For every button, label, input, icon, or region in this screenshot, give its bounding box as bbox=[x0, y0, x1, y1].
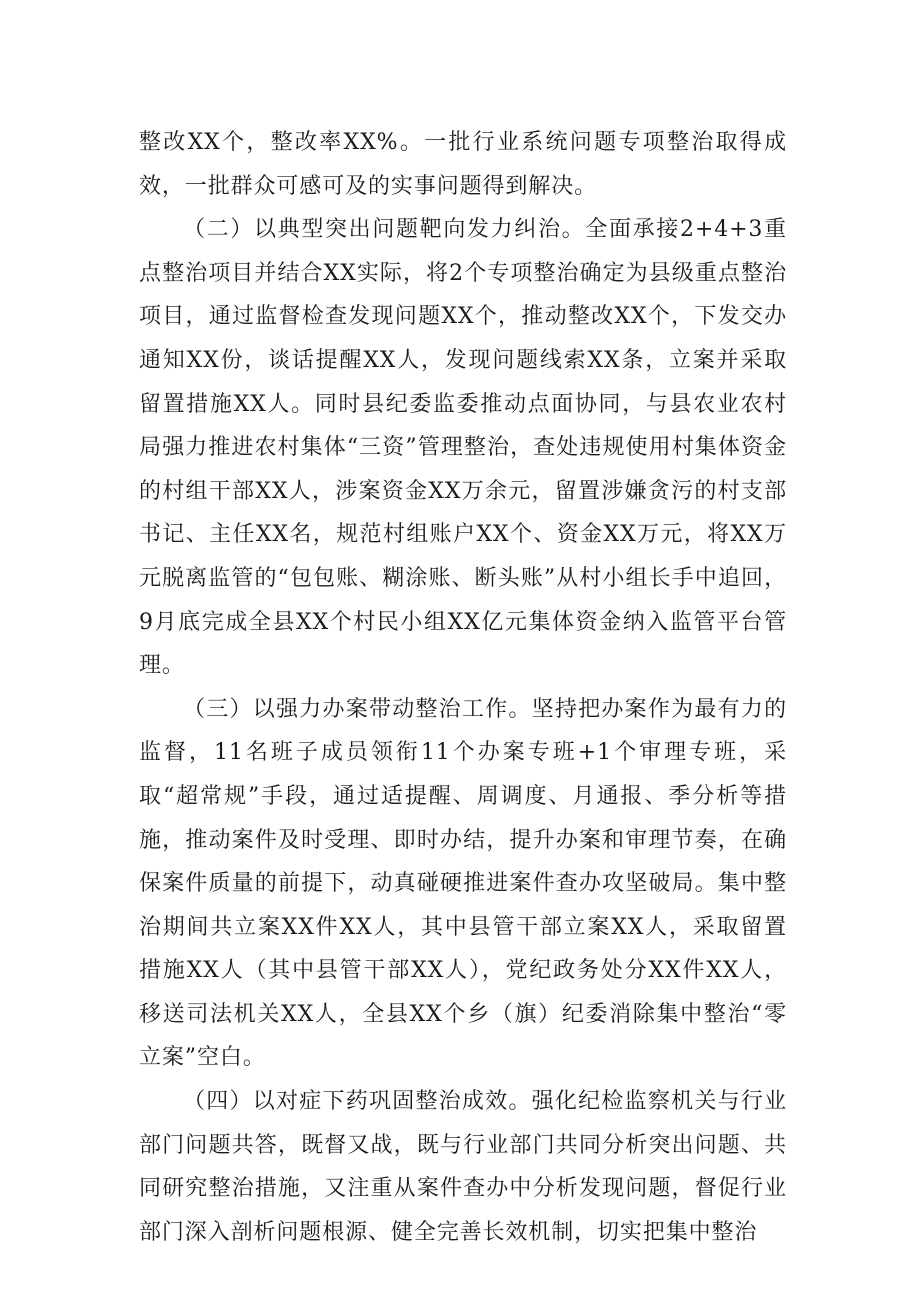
paragraph-section-2: （二）以典型突出问题靶向发力纠治。全面承接2+4+3重点整治项目并结合XX实际，将2个专项整治确定为县级重点整治项目，通过监督检查发现问题XX个，推动整改XX个，下发交办通知XX份，谈话提醒XX人，发现问题线索XX条，立案并采取留置措施XX人。同时县纪委监委推动点面协同，与县农业农村局强力推进农村集体“三资”管理整治，查处违规使用村集体资金的村组干部XX人，涉案资金XX万余元，留置涉嫌贪污的村支部书记、主任XX名，规范村组账户XX个、资金XX万元，将XX万元脱离监管的“包包账、糊涂账、断头账”从村小组长手中追回，9月底完成全县XX个村民小组XX亿元集体资金纳入监管平台管理。 bbox=[139, 217, 787, 679]
document-body bbox=[139, 121, 787, 1254]
paragraph-continuation: 整改XX个，整改率XX%。一批行业系统问题专项整治取得成效，一批群众可感可及的实事问题得到解决。 bbox=[139, 130, 787, 199]
paragraph-section-3: （三）以强力办案带动整治工作。坚持把办案作为最有力的监督，11名班子成员领衔11个办案专班+1个审理专班，采取“超常规”手段，通过适提醒、周调度、月通报、季分析等措施，推动案件及时受理、即时办结，提升办案和审理节奏，在确保案件质量的前提下，动真碰硬推进案件查办攻坚破局。集中整治期间共立案XX件XX人，其中县管干部立案XX人，采取留置措施XX人（其中县管干部XX人），党纪政务处分XX件XX人，移送司法机关XX人，全县XX个乡（旗）纪委消除集中整治“零立案”空白。 bbox=[139, 696, 787, 1071]
paragraph-section-4: （四）以对症下药巩固整治成效。强化纪检监察机关与行业部门问题共答，既督又战，既与行业部门共同分析突出问题、共同研究整治措施，又注重从案件查办中分析发现问题，督促行业部门深入剖析问题根源、健全完善长效机制，切实把集中整治 bbox=[139, 1089, 787, 1245]
